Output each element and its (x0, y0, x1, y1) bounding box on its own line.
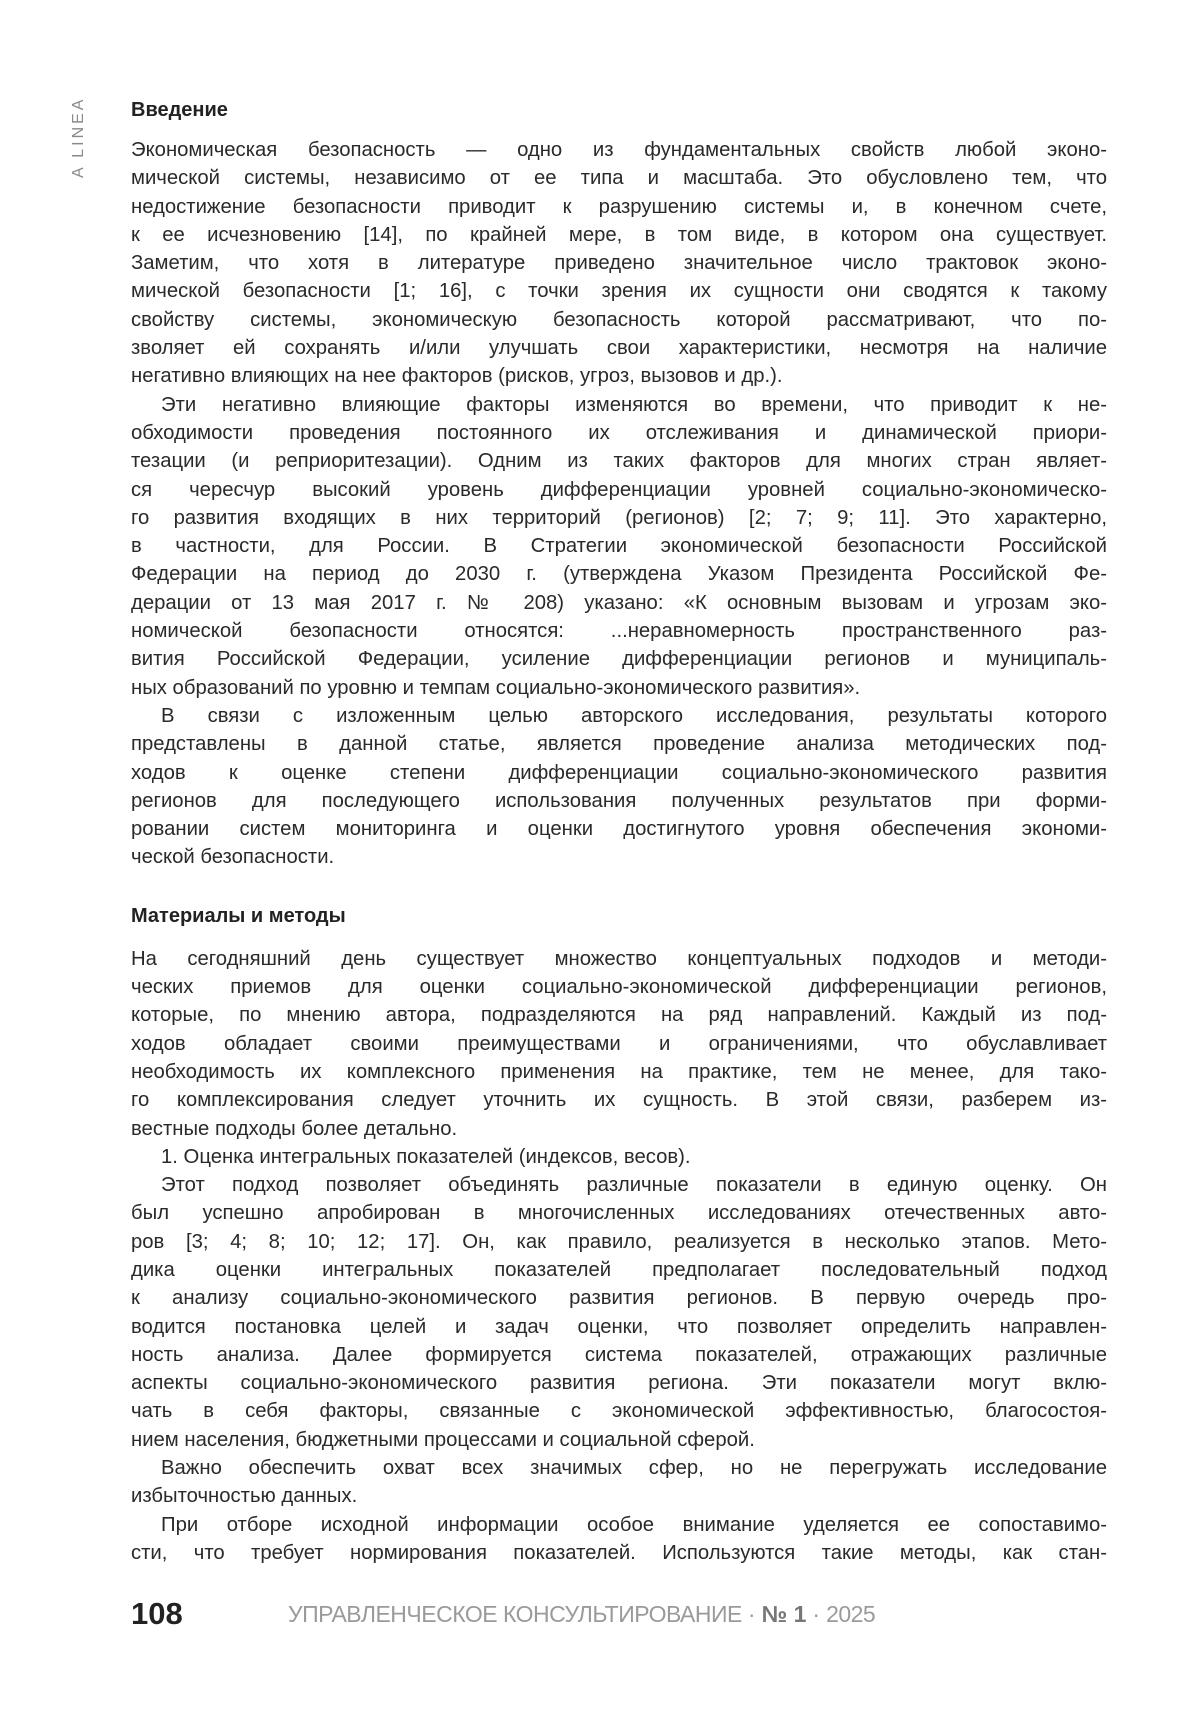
text-line: свойству системы, экономическую безопасность которой рассматривают, что по- (131, 306, 1107, 334)
page-number: 108 (131, 1596, 288, 1632)
text-line: необходимость их комплексного применения на практике, тем не менее, для тако- (131, 1058, 1107, 1086)
article-body (131, 97, 1107, 1567)
paragraph (131, 136, 1107, 391)
paragraph (131, 391, 1107, 702)
text-line: к ее исчезновению [14], по крайней мере, в том виде, в котором она существует. (131, 221, 1107, 249)
text-line: зволяет ей сохранять и/или улучшать свои характеристики, несмотря на наличие (131, 334, 1107, 362)
text-line: негативно влияющих на нее факторов (рисков, угроз, вызовов и др.). (131, 362, 1107, 390)
text-line: ров [3; 4; 8; 10; 12; 17]. Он, как правило, реализуется в несколько этапов. Мето- (131, 1228, 1107, 1256)
text-line: ных образований по уровню и темпам социально-экономического развития». (131, 674, 1107, 702)
text-line: был успешно апробирован в многочисленных исследованиях отечественных авто- (131, 1199, 1107, 1227)
text-line: Заметим, что хотя в литературе приведено значительное число трактовок эконо- (131, 249, 1107, 277)
separator-dot: · (748, 1601, 756, 1628)
text-line: мической системы, независимо от ее типа и масштаба. Это обусловлено тем, что (131, 164, 1107, 192)
text-line: номической безопасности относятся: ...неравномерность пространственного раз- (131, 617, 1107, 645)
separator-dot: · (812, 1601, 820, 1628)
text-line: ходов обладает своими преимуществами и ограничениями, что обуславливает (131, 1030, 1107, 1058)
text-line: Федерации на период до 2030 г. (утверждена Указом Президента Российской Фе- (131, 560, 1107, 588)
text-line: дерации от 13 мая 2017 г. № 208) указано: «К основным вызовам и угрозам эко- (131, 589, 1107, 617)
text-line: к анализу социально-экономического развития регионов. В первую очередь про- (131, 1284, 1107, 1312)
text-line: ровании систем мониторинга и оценки достигнутого уровня обеспечения экономи- (131, 815, 1107, 843)
year: 2025 (826, 1601, 875, 1628)
paragraph (131, 945, 1107, 1143)
text-line: сти, что требует нормирования показателей. Используются такие методы, как стан- (131, 1539, 1107, 1567)
paragraph (131, 1454, 1107, 1511)
text-line: ся чересчур высокий уровень дифференциации уровней социально-экономическо- (131, 476, 1107, 504)
section-heading: Материалы и методы (131, 903, 1107, 929)
text-line: тезации (и реприоритезации). Одним из таких факторов для многих стран являет- (131, 447, 1107, 475)
text-line: ходов к оценке степени дифференциации социально-экономического развития (131, 759, 1107, 787)
text-line: На сегодняшний день существует множество концептуальных подходов и методи- (131, 945, 1107, 973)
text-line: которые, по мнению автора, подразделяются на ряд направлений. Каждый из под- (131, 1001, 1107, 1029)
side-running-label: A LINEA (70, 97, 88, 178)
text-line: представлены в данной статье, является проведение анализа методических под- (131, 730, 1107, 758)
paragraph (131, 1511, 1107, 1568)
text-line: чать в себя факторы, связанные с экономической эффективностью, благосостоя- (131, 1397, 1107, 1425)
text-line: В связи с изложенным целью авторского исследования, результаты которого (131, 702, 1107, 730)
journal-title: УПРАВЛЕНЧЕСКОЕ КОНСУЛЬТИРОВАНИЕ (288, 1601, 742, 1628)
text-line: вестные подходы более детально. (131, 1115, 1107, 1143)
paragraph (131, 702, 1107, 872)
text-line: водится постановка целей и задач оценки, что позволяет определить направлен- (131, 1313, 1107, 1341)
text-line: ческой безопасности. (131, 843, 1107, 871)
text-line: ческих приемов для оценки социально-экономической дифференциации регионов, (131, 973, 1107, 1001)
text-line: Важно обеспечить охват всех значимых сфер, но не перегружать исследование (131, 1454, 1107, 1482)
text-line: нием населения, бюджетными процессами и социальной сферой. (131, 1426, 1107, 1454)
text-line: Экономическая безопасность — одно из фундаментальных свойств любой эконо- (131, 136, 1107, 164)
text-line: обходимости проведения постоянного их отслеживания и динамической приори- (131, 419, 1107, 447)
text-line: Этот подход позволяет объединять различные показатели в единую оценку. Он (131, 1171, 1107, 1199)
text-line: мической безопасности [1; 16], с точки зрения их сущности они сводятся к такому (131, 277, 1107, 305)
paragraph (131, 1171, 1107, 1454)
text-line: избыточностью данных. (131, 1482, 1107, 1510)
text-line: ность анализа. Далее формируется система показателей, отражающих различные (131, 1341, 1107, 1369)
paragraph (131, 1143, 1107, 1171)
section-heading: Введение (131, 97, 1107, 123)
text-line: При отборе исходной информации особое внимание уделяется ее сопоставимо- (131, 1511, 1107, 1539)
text-line: недостижение безопасности приводит к разрушению системы и, в конечном счете, (131, 193, 1107, 221)
text-line: регионов для последующего использования полученных результатов при форми- (131, 787, 1107, 815)
text-line: го развития входящих в них территорий (регионов) [2; 7; 9; 11]. Это характерно, (131, 504, 1107, 532)
text-line: го комплексирования следует уточнить их сущность. В этой связи, разберем из- (131, 1086, 1107, 1114)
text-line: Эти негативно влияющие факторы изменяются во времени, что приводит к не- (131, 391, 1107, 419)
text-line: в частности, для России. В Стратегии экономической безопасности Российской (131, 532, 1107, 560)
text-line: аспекты социально-экономического развития региона. Эти показатели могут вклю- (131, 1369, 1107, 1397)
text-line: дика оценки интегральных показателей предполагает последовательный подход (131, 1256, 1107, 1284)
issue-number: № 1 (762, 1601, 807, 1628)
text-line: 1. Оценка интегральных показателей (индексов, весов). (131, 1143, 1107, 1171)
page-footer (131, 1594, 875, 1634)
text-line: вития Российской Федерации, усиление дифференциации регионов и муниципаль- (131, 645, 1107, 673)
